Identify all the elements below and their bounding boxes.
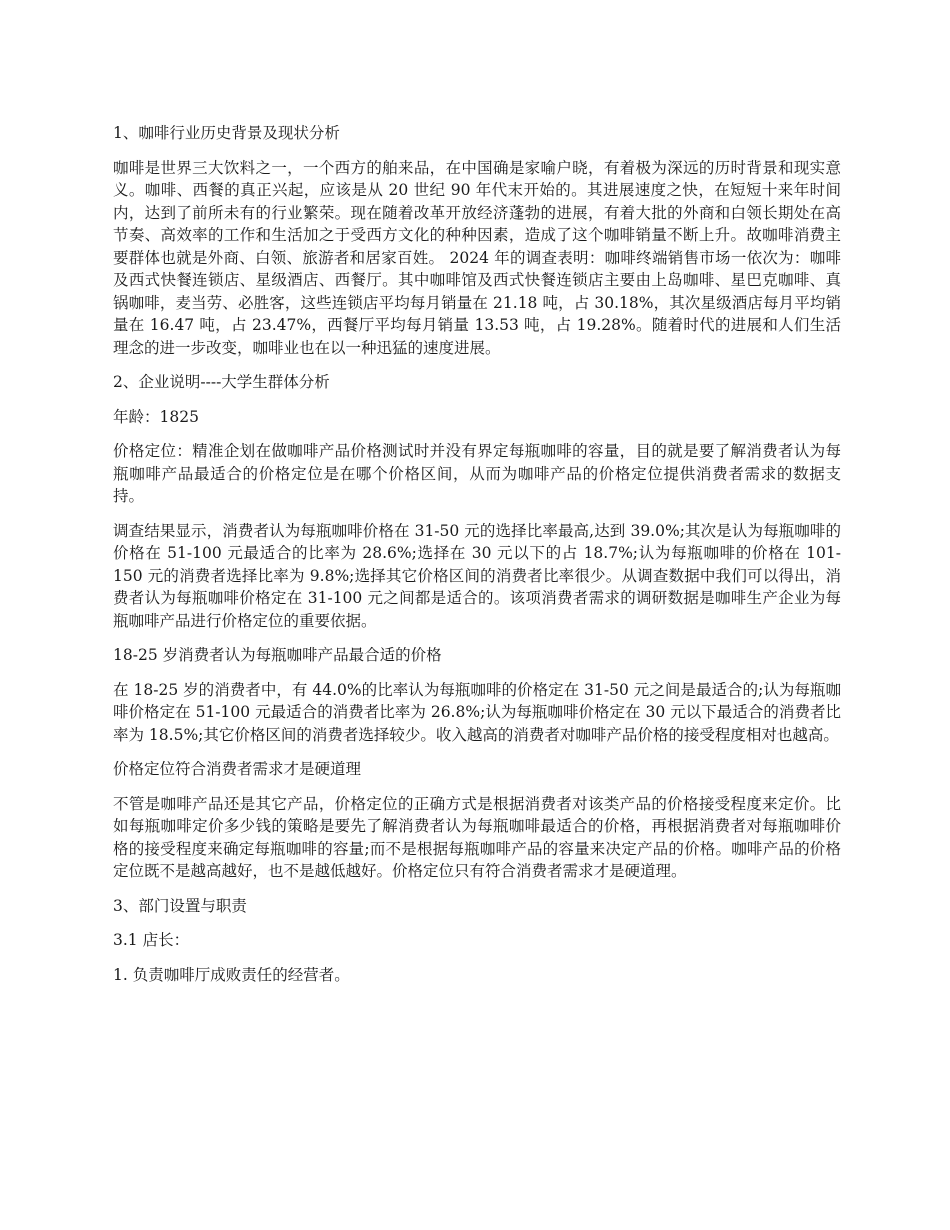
paragraph-survey-results: 调查结果显示，消费者认为每瓶咖啡价格在 31-50 元的选择比率最高,达到 39.0%;其次是认为每瓶咖啡的价格在 51-100 元最适合的比率为 28.6%;选择在 30 元以下的占 18.7%;认为每瓶咖啡的价格在 101-150 元的消费者选择比率为 9.8%;选择其它价格区间的消费者比率很少。从调查数据中我们可以得出，消费者认为每瓶咖啡价格定在 31-100 元之间都是适合的。该项消费者需求的调研数据是咖啡生产企业为每瓶咖啡产品进行价格定位的重要依据。 (113, 521, 841, 630)
section-heading-departments: 3、部门设置与职责 (113, 896, 247, 915)
list-item-manager-duty-1: 1. 负责咖啡厅成败责任的经营者。 (113, 965, 350, 984)
paragraph-history: 咖啡是世界三大饮料之一，一个西方的舶来品，在中国确是家喻户晓，有着极为深远的历时背景和现实意义。咖啡、西餐的真正兴起，应该是从 20 世纪 90 年代末开始的。其进展速度之快，在短短十来年时间内，达到了前所未有的行业繁荣。现在随着改革开放经济蓬勃的进展，有着大批的外商和白领长期处在高节奏、高效率的工作和生活加之于受西方文化的种种因素，造成了这个咖啡销量不断上升。故咖啡消费主要群体也就是外商、白领、旅游者和居家百姓。 2024 年的调查表明：咖啡终端销售市场一依次为：咖啡及西式快餐连锁店、星级酒店、西餐厅。其中咖啡馆及西式快餐连锁店主要由上岛咖啡、星巴克咖啡、真锅咖啡，麦当劳、必胜客，这些连锁店平均每月销量在 21.18 吨，占 30.18%，其次星级酒店每月平均销量在 16.47 吨，占 23.47%，西餐厅平均每月销量 13.53 吨，占 19.28%。随着时代的进展和人们生活理念的进一步改变，咖啡业也在以一种迅猛的速度进展。 (113, 158, 841, 357)
subheading-price-principle: 价格定位符合消费者需求才是硬道理 (113, 760, 362, 778)
section-heading-history: 1、咖啡行业历史背景及现状分析 (113, 124, 340, 142)
section-heading-students: 2、企业说明----大学生群体分析 (113, 373, 330, 391)
paragraph-18-25-results: 在 18-25 岁的消费者中，有 44.0%的比率认为每瓶咖啡的价格定在 31-50 元之间是最适合的;认为每瓶咖啡价格定在 51-100 元最适合的消费者比率为 26.8%;认为每瓶咖啡价格定在 30 元以下最适合的消费者比率为 18.5%;其它价格区间的消费者选择较少。收入越高的消费者对咖啡产品价格的接受程度相对也越高。 (113, 680, 841, 744)
paragraph-price-positioning: 价格定位：精准企划在做咖啡产品价格测试时并没有界定每瓶咖啡的容量，目的就是要了解消费者认为每瓶咖啡产品最适合的价格定位是在哪个价格区间，从而为咖啡产品的价格定位提供消费者需求的数据支持。 (113, 442, 841, 505)
paragraph-age: 年龄：1825 (113, 407, 199, 426)
subheading-18-25-price: 18-25 岁消费者认为每瓶咖啡产品最合适的价格 (113, 646, 442, 664)
paragraph-price-principle: 不管是咖啡产品还是其它产品，价格定位的正确方式是根据消费者对该类产品的价格接受程度来定价。比如每瓶咖啡定价多少钱的策略是要先了解消费者认为每瓶咖啡最适合的价格，再根据消费者对每瓶咖啡价格的接受程度来确定每瓶咖啡的容量;而不是根据每瓶咖啡产品的容量来决定产品的价格。咖啡产品的价格定位既不是越高越好，也不是越低越好。价格定位只有符合消费者需求才是硬道理。 (113, 794, 841, 880)
subheading-store-manager: 3.1 店长： (113, 931, 190, 949)
document-page (113, 122, 841, 998)
